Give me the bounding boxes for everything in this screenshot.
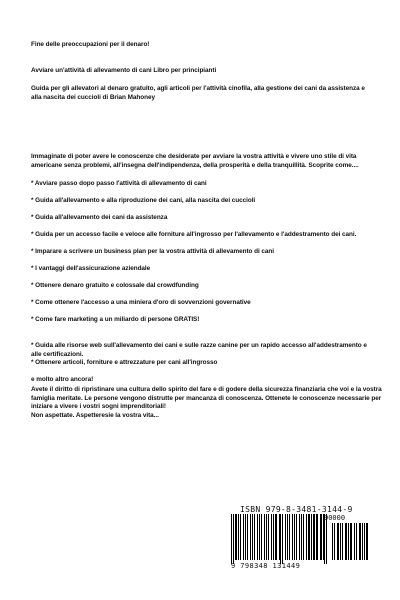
bullet-item: * Imparare a scrivere un business plan per la vostra attività di allevamento di cani — [31, 248, 275, 255]
price-barcode-bars — [332, 523, 373, 560]
bullet-item: * Guida per un accesso facile e veloce alle forniture all'ingrosso per l'allevamento e l'addestramento dei cani. — [31, 231, 357, 238]
bullet-item: * Ottenere articoli, forniture e attrezzature per cani all'ingrosso — [31, 359, 218, 366]
bullet-item: * Ottenere denaro gratuito e colossale dal crowdfunding — [31, 282, 199, 289]
barcode-bars — [231, 514, 328, 560]
isbn-label: ISBN 979-8-3481-3144-9 — [240, 505, 353, 514]
isbn-barcode — [231, 505, 373, 571]
intro-paragraph: Immaginate di poter avere le conoscenze che desiderate per avviare la vostra attività e vivere uno stile di vita americane senza problemi, all'insegna dell'indipendenza, della prosperità e della tranquillità. Scoprite come.... — [31, 153, 359, 169]
bullet-item: * Avviare passo dopo passo l'attività di allevamento di cani — [31, 180, 207, 187]
bullet-item: * Guida all'allevamento dei cani da assistenza — [31, 214, 168, 221]
bullet-item: * Guida alle risorse web sull'allevamento dei cani e sulle razze canine per un rapido accesso all'addestramento e alle certificazioni. — [31, 342, 367, 358]
more-text: e molto altro ancora! — [31, 376, 94, 383]
final-line: Non aspettate. Aspetteresie la vostra vita... — [31, 412, 159, 419]
book-description: Guida per gli allevatori al denaro gratuito, agli articoli per l'attività cinofila, alla gestione dei cani da assistenza e alla nascita dei cuccioli di Brian Mahoney — [31, 85, 365, 101]
bullet-item: * Come fare marketing a un miliardo di persone GRATIS! — [31, 316, 200, 323]
book-subtitle: Avviare un'attività di allevamento di cani Libro per principianti — [31, 67, 217, 74]
closing-paragraph: Avete il diritto di ripristinare una cultura dello spirito del fare e di godere della sicurezza finanziaria che voi e la vostra famiglia meritate. Le persone vengono distrutte per mancanza di conoscenza. Ottenete le conoscenze necessarie per iniziare a vivere i vostri sogni imprenditoriali! — [31, 386, 382, 411]
bullet-item: * Guida all'allevamento e alla riproduzione dei cani, alla nascita dei cuccioli — [31, 197, 256, 204]
price-code: 90000 — [324, 514, 346, 522]
bullet-item: * I vantaggi dell'assicurazione aziendale — [31, 265, 151, 272]
bullet-item: * Come ottenere l'accesso a una miniera d'oro di sovvenzioni governative — [31, 299, 251, 306]
barcode-number: 9 798348 131449 — [231, 562, 301, 570]
back-cover-title: Fine delle preoccupazioni per il denaro! — [31, 41, 150, 48]
